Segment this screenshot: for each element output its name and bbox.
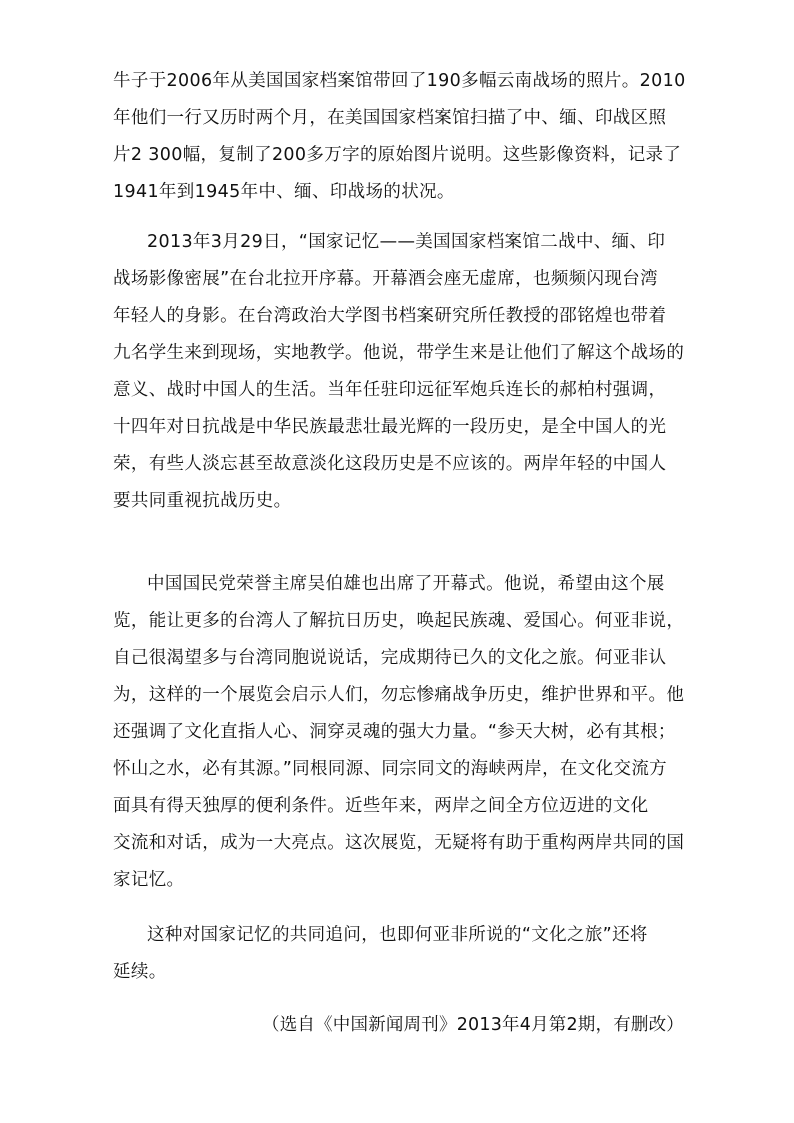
text-line: 家记忆。 [113, 870, 185, 890]
text-line: 荣，有些人淡忘甚至故意淡化这段历史是不应该的。两岸年轻的中国人 [113, 454, 667, 474]
text-line: 年轻人的身影。在台湾政治大学图书档案研究所任教授的邵铭煌也带着 [113, 306, 667, 326]
text-line: 牛子于2006年从美国国家档案馆带回了190多幅云南战场的照片。2010 [113, 71, 686, 91]
text-line: 意义、战时中国人的生活。当年任驻印远征军炮兵连长的郝柏村强调， [113, 380, 667, 400]
source-citation: （选自《中国新闻周刊》2013年4月第2期，有删改） [262, 1015, 685, 1035]
text-line: 交流和对话，成为一大亮点。这次展览，无疑将有助于重构两岸共同的国 [113, 833, 685, 853]
text-line: 要共同重视抗战历史。 [113, 491, 292, 511]
text-line: 为，这样的一个展览会启示人们，勿忘惨痛战争历史，维护世界和平。他 [113, 685, 685, 705]
text-line: 年他们一行又历时两个月，在美国国家档案馆扫描了中、缅、印战区照 [113, 108, 667, 128]
text-line: 1941年到1945年中、缅、印战场的状况。 [113, 182, 455, 202]
text-line: 面具有得天独厚的便利条件。近些年来，两岸之间全方位迈进的文化 [113, 796, 649, 816]
text-line: 怀山之水，必有其源。”同根同源、同宗同文的海峡两岸，在文化交流方 [113, 759, 668, 779]
text-line: 延续。 [113, 962, 167, 982]
paragraph-first-line: 2013年3月29日，“国家记忆——美国国家档案馆二战中、缅、印 [147, 232, 666, 252]
text-line: 十四年对日抗战是中华民族最悲壮最光辉的一段历史，是全中国人的光 [113, 417, 667, 437]
text-line: 九名学生来到现场，实地教学。他说，带学生来是让他们了解这个战场的 [113, 343, 685, 363]
text-line: 自己很渴望多与台湾同胞说说话，完成期待已久的文化之旅。何亚非认 [113, 648, 667, 668]
paragraph-first-line: 中国国民党荣誉主席吴伯雄也出席了开幕式。他说，希望由这个展 [147, 574, 665, 594]
text-line: 还强调了文化直指人心、洞穿灵魂的强大力量。“参天大树，必有其根； [113, 722, 676, 742]
text-line: 片2 300幅，复制了200多万字的原始图片说明。这些影像资料，记录了 [113, 145, 682, 165]
text-line: 览，能让更多的台湾人了解抗日历史，唤起民族魂、爱国心。何亚非说， [113, 611, 685, 631]
paragraph-first-line: 这种对国家记忆的共同追问，也即何亚非所说的“文化之旅”还将 [147, 925, 648, 945]
text-line: 战场影像密展”在台北拉开序幕。开幕酒会座无虚席，也频频闪现台湾 [113, 269, 658, 289]
